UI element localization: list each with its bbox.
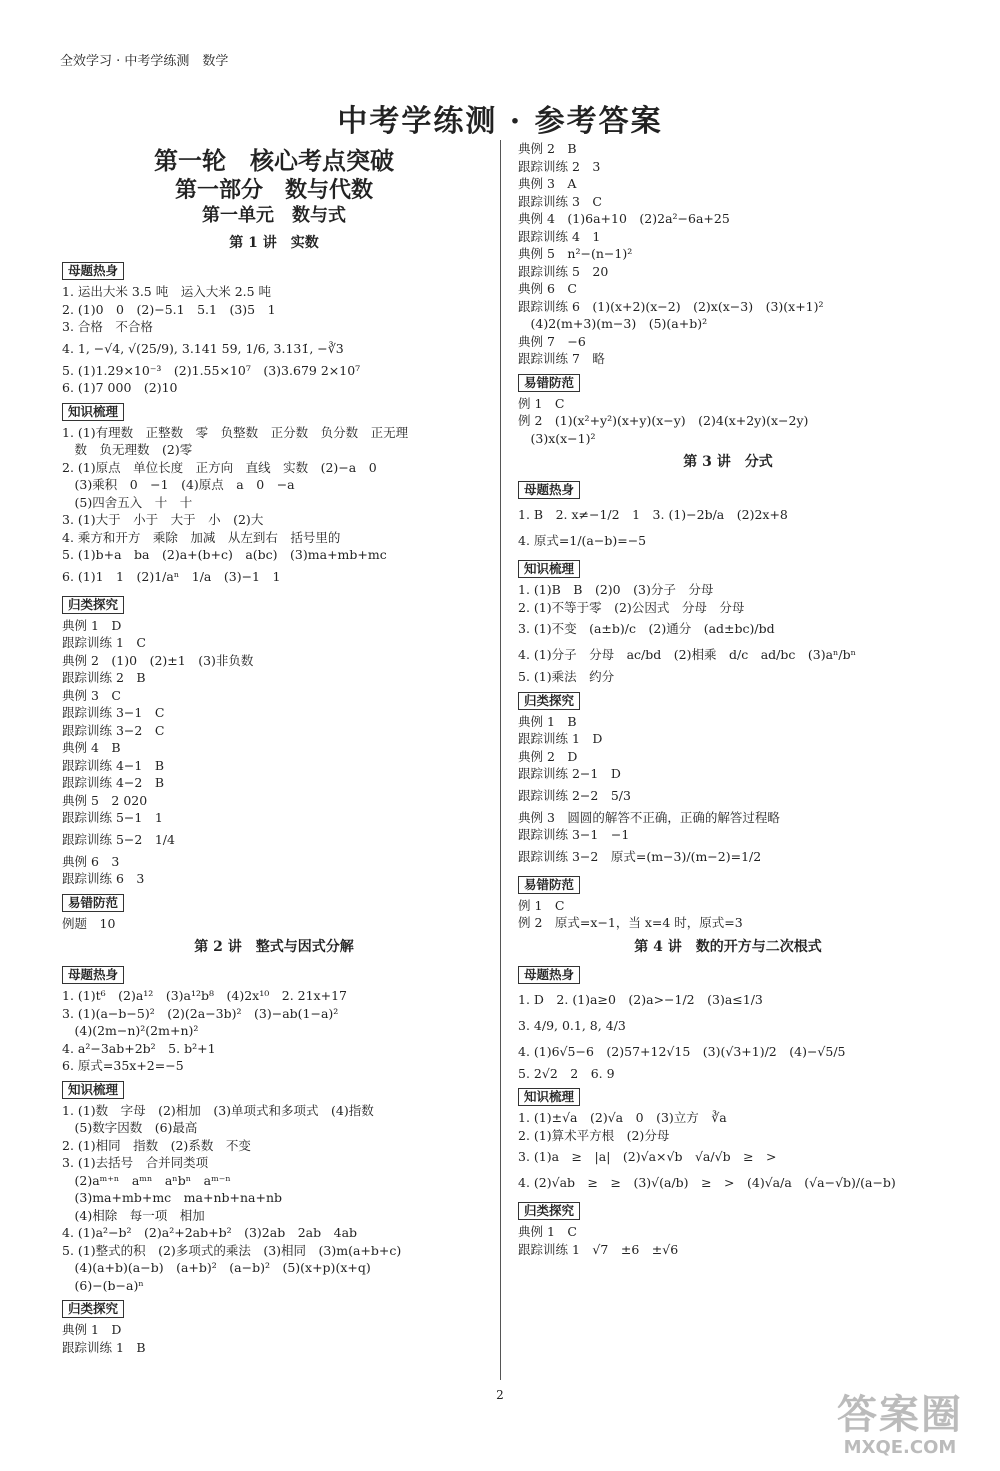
answer-line: 跟踪训练 1 B (62, 1339, 146, 1355)
answer-line: 跟踪训练 6 3 (62, 871, 145, 886)
answer-line: 跟踪训练 3−2 C (62, 722, 165, 738)
answer-line: 典例 6 C (518, 281, 577, 296)
lecture-4-heading: 第 4 讲 数的开方与二次根式 (634, 938, 822, 955)
answer-line: 典例 5 2 020 (62, 792, 148, 808)
answer-line: (4)(a+b)(a−b) (a+b)² (a−b)² (5)(x+p)(x+q) (62, 1260, 371, 1275)
watermark-logo (820, 1392, 980, 1462)
round-heading: 第一轮 核心考点突破 (154, 146, 394, 175)
answer-line: (3)ma+mb+mc ma+nb+na+nb (62, 1190, 283, 1205)
answer-line: 跟踪训练 1 √7 ±6 ±√6 (518, 1241, 679, 1257)
answer-line: 典例 1 C (518, 1224, 577, 1239)
answer-line: 2. (1)算术平方根 (2)分母 (518, 1127, 670, 1143)
answer-line: (3)乘积 0 −1 (4)原点 a 0 −a (62, 477, 295, 492)
answer-line: 典例 2 (1)0 (2)±1 (3)非负数 (62, 652, 254, 668)
answer-line: (6)−(b−a)ⁿ (62, 1277, 144, 1293)
answer-line: 1. (1)t⁶ (2)a¹² (3)a¹²b⁸ (4)2x¹⁰ 2. 21x+17 (62, 988, 347, 1003)
l2-know-list (62, 1102, 486, 1295)
answer-line: 3. (1)a ≥ |a| (2)√a×√b √a/√b ≥ > (518, 1149, 777, 1164)
answer-line: 6. 原式=35x+2=−5 (62, 1058, 184, 1073)
section-tag-errors: 易错防范 (518, 876, 580, 894)
answer-line: 4. (1)分子 分母 ac/bd (2)相乘 d/c ad/bc (3)aⁿ/bⁿ (518, 647, 857, 662)
answer-line: 跟踪训练 3−2 原式=(m−3)/(m−2)=1/2 (518, 848, 762, 864)
answer-line: 跟踪训练 5 20 (518, 263, 609, 279)
answer-line: 5. 2√2 2 6. 9 (518, 1065, 615, 1081)
answer-line: 典例 1 B (518, 713, 577, 729)
answer-line: 3. (1)(a−b−5)² (2)(2a−3b)² (3)−ab(1−a)² (62, 1005, 339, 1021)
section-tag-explore: 归类探究 (62, 596, 124, 614)
answer-line: 4. (2)√ab ≥ ≥ (3)√(a/b) ≥ > (4)√a/a (√a−√b)/(a−b) (518, 1175, 896, 1190)
answer-line: 3. 合格 不合格 (62, 319, 153, 334)
answer-line: 2. (1)相同 指数 (2)系数 不变 (62, 1137, 251, 1153)
answer-line: 典例 7 −6 (518, 333, 586, 349)
answer-line: (5)数字因数 (6)最高 (62, 1120, 198, 1135)
answer-line: 典例 1 D (62, 617, 122, 633)
answer-line: 典例 2 D (518, 748, 578, 764)
section-tag-knowledge: 知识梳理 (518, 560, 580, 578)
watermark-text: 答案圈 (837, 1392, 963, 1438)
answer-line: 4. 乘方和开方 乘除 加减 从左到右 括号里的 (62, 529, 341, 545)
page-title: 中考学练测 · 参考答案 (337, 104, 663, 139)
answer-line: 5. (1)b+a ba (2)a+(b+c) a(bc) (3)ma+mb+mc (62, 547, 387, 562)
answer-line: 1. B 2. x≠−1/2 1 3. (1)−2b/a (2)2x+8 (518, 507, 788, 522)
answer-line: 典例 4 (1)6a+10 (2)2a²−6a+25 (518, 211, 730, 226)
answer-line: 例 1 C (518, 395, 565, 411)
answer-line: 典例 3 圆圆的解答不正确，正确的解答过程略 (518, 809, 780, 825)
lecture-2-heading: 第 2 讲 整式与因式分解 (194, 939, 354, 955)
answer-line: 4. (1)6√5−6 (2)57+12√15 (3)(√3+1)/2 (4)−√5/5 (518, 1043, 846, 1059)
right-column (518, 140, 938, 1258)
answer-line: 跟踪训练 5−2 1/4 (62, 831, 175, 847)
running-header: 全效学习 · 中考学练测 数学 (60, 54, 229, 69)
answer-line: 例 2 原式=x−1，当 x=4 时，原式=3 (518, 915, 743, 930)
answer-line: 跟踪训练 5−1 1 (62, 810, 163, 825)
section-tag-explore: 归类探究 (62, 1300, 124, 1318)
section-tag-errors: 易错防范 (62, 894, 124, 912)
answer-line: 跟踪训练 2−1 D (518, 766, 621, 781)
section-tag-knowledge: 知识梳理 (518, 1088, 580, 1106)
answer-line: 2. (1)0 0 (2)−5.1 5.1 (3)5 1 (62, 301, 276, 317)
answer-line: 跟踪训练 1 C (62, 635, 146, 650)
section-tag-knowledge: 知识梳理 (62, 1081, 124, 1099)
column-divider (500, 140, 501, 1380)
answer-line: 例 2 (1)(x²+y²)(x+y)(x−y) (2)4(x+2y)(x−2y) (518, 413, 809, 428)
answer-line: (4)2(m+3)(m−3) (5)(a+b)² (518, 316, 708, 331)
answer-line: 典例 1 D (62, 1322, 122, 1337)
answer-line: 3. 4/9, 0.1, 8, 4/3 (518, 1017, 626, 1033)
section-tag-errors: 易错防范 (518, 374, 580, 392)
answer-line: 典例 2 B (518, 141, 577, 156)
answer-line: 4. (1)a²−b² (2)a²+2ab+b² (3)2ab 2ab 4ab (62, 1225, 358, 1240)
l2-continued-list (518, 140, 938, 368)
answer-line: 4. a²−3ab+2b² 5. b²+1 (62, 1040, 216, 1056)
answer-line: 4. 1, −√4, √(25/9), 3.141 59, 1/6, 3.131̇, −∛3 (62, 340, 344, 356)
answer-line: 例 1 C (518, 897, 565, 913)
answer-line: 跟踪训练 3 C (518, 193, 602, 209)
l2-warm-list (62, 987, 486, 1075)
answer-line: 1. 运出大米 3.5 吨 运入大米 2.5 吨 (62, 284, 272, 299)
answer-line: 跟踪训练 6 (1)(x+2)(x−2) (2)x(x−3) (3)(x+1)² (518, 298, 824, 314)
section-tag-warmup: 母题热身 (62, 262, 124, 280)
answer-line: 1. (1)±√a (2)√a 0 (3)立方 ∛a (518, 1110, 727, 1125)
l1-know-list (62, 424, 486, 590)
section-tag-warmup: 母题热身 (62, 966, 124, 984)
section-tag-explore: 归类探究 (518, 692, 580, 710)
answer-line: 典例 3 C (62, 687, 121, 703)
l1-explore-list (62, 617, 486, 888)
answer-line: 跟踪训练 3−1 C (62, 705, 165, 720)
answer-line: 1. (1)B B (2)0 (3)分子 分母 (518, 582, 714, 597)
part-heading: 第一部分 数与代数 (174, 177, 373, 203)
answer-line: 4. 原式=1/(a−b)=−5 (518, 533, 647, 548)
answer-line: 1. (1)有理数 正整数 零 负整数 正分数 负分数 正无理 (62, 424, 409, 440)
answer-line: (5)四舍五入 十 十 (62, 494, 193, 510)
answer-line: 跟踪训练 2 3 (518, 158, 601, 174)
answer-line: 5. (1)整式的积 (2)多项式的乘法 (3)相同 (3)m(a+b+c) (62, 1242, 402, 1258)
answer-line: 跟踪训练 7 略 (518, 351, 605, 366)
answer-line: 跟踪训练 2−2 5/3 (518, 787, 631, 803)
section-tag-warmup: 母题热身 (518, 966, 580, 984)
answer-line: 例题 10 (62, 915, 116, 931)
answer-line: 3. (1)不变 (a±b)/c (2)通分 (ad±bc)/bd (518, 621, 775, 636)
page-number: 2 (496, 1388, 504, 1402)
answer-line: 5. (1)乘法 约分 (518, 669, 615, 684)
answer-line: 跟踪训练 2 B (62, 670, 146, 685)
left-column (62, 140, 486, 1356)
answer-line: (4)(2m−n)²(2m+n)² (62, 1023, 199, 1038)
lecture-1-heading: 第 1 讲 实数 (229, 235, 319, 251)
answer-line: 典例 3 A (518, 176, 577, 191)
answer-line: 1. D 2. (1)a≥0 (2)a>−1/2 (3)a≤1/3 (518, 991, 763, 1007)
answer-line: 6. (1)7 000 (2)10 (62, 380, 178, 395)
answer-line: 跟踪训练 1 D (518, 731, 603, 746)
answer-line: 5. (1)1.29×10⁻³ (2)1.55×10⁷ (3)3.679 2×10⁷ (62, 362, 361, 378)
answer-line: 典例 6 3 (62, 853, 120, 869)
unit-heading: 第一单元 数与式 (202, 205, 346, 226)
answer-line: 3. (1)去括号 合并同类项 (62, 1155, 209, 1170)
answer-line: 跟踪训练 4 1 (518, 228, 601, 244)
answer-line: (4)相除 每一项 相加 (62, 1207, 205, 1223)
answer-line: 跟踪训练 4−1 B (62, 757, 165, 773)
section-tag-knowledge: 知识梳理 (62, 403, 124, 421)
answer-line: 1. (1)数 字母 (2)相加 (3)单项式和多项式 (4)指数 (62, 1102, 374, 1118)
answer-line: 数 负无理数 (2)零 (62, 442, 193, 457)
answer-line: 跟踪训练 3−1 −1 (518, 827, 630, 842)
section-tag-warmup: 母题热身 (518, 481, 580, 499)
watermark-url: MXQE.COM (843, 1437, 957, 1458)
l1-warm-list (62, 283, 486, 397)
answer-line: 典例 4 B (62, 740, 121, 755)
answer-line: 6. (1)1 1 (2)1/aⁿ 1/a (3)−1 1 (62, 568, 281, 584)
answer-line: 典例 5 n²−(n−1)² (518, 246, 633, 261)
section-tag-explore: 归类探究 (518, 1202, 580, 1220)
answer-line: 2. (1)原点 单位长度 正方向 直线 实数 (2)−a 0 (62, 459, 377, 475)
answer-line: (2)aᵐ⁺ⁿ aᵐⁿ aⁿbⁿ aᵐ⁻ⁿ (62, 1172, 231, 1188)
lecture-3-heading: 第 3 讲 分式 (683, 454, 773, 470)
answer-line: (3)x(x−1)² (518, 430, 596, 446)
answer-line: 2. (1)不等于零 (2)公因式 分母 分母 (518, 599, 745, 615)
answer-line: 3. (1)大于 小于 大于 小 (2)大 (62, 512, 264, 527)
answer-line: 跟踪训练 4−2 B (62, 775, 165, 790)
